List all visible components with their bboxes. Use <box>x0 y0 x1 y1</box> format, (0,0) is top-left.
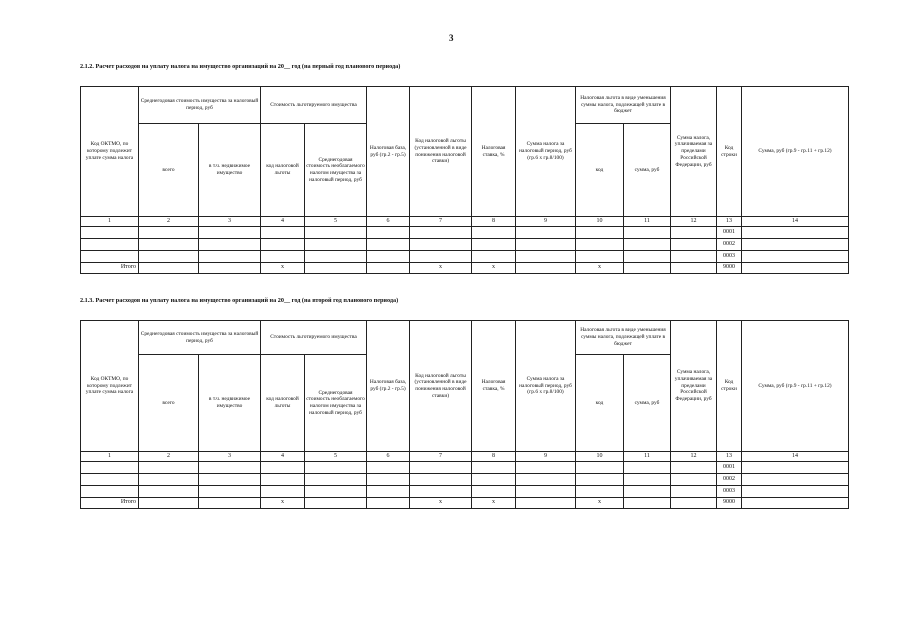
total-code: 9000 <box>717 498 742 509</box>
empty-cell[interactable] <box>199 227 261 239</box>
header-avg-total: всего <box>139 124 199 217</box>
x-mark: x <box>576 263 624 274</box>
empty-cell[interactable] <box>516 263 576 274</box>
empty-cell[interactable] <box>742 498 849 509</box>
column-number: 6 <box>367 217 410 227</box>
empty-cell[interactable] <box>367 474 410 486</box>
x-mark: x <box>261 498 305 509</box>
empty-cell[interactable] <box>81 486 139 498</box>
empty-cell[interactable] <box>472 227 516 239</box>
empty-cell[interactable] <box>367 486 410 498</box>
empty-cell[interactable] <box>199 474 261 486</box>
table-row <box>81 486 849 498</box>
empty-cell[interactable] <box>305 486 367 498</box>
empty-cell[interactable] <box>261 227 305 239</box>
empty-cell[interactable] <box>576 486 624 498</box>
empty-cell[interactable] <box>410 251 472 263</box>
empty-cell[interactable] <box>671 251 717 263</box>
empty-cell[interactable] <box>624 227 671 239</box>
empty-cell[interactable] <box>671 239 717 251</box>
empty-cell[interactable] <box>742 486 849 498</box>
header-benefit-avg: Среднегодовая стоимость необлагаемого налогом имущества за налоговый период, руб <box>305 355 367 452</box>
empty-cell[interactable] <box>624 498 671 509</box>
tax-table-second-year <box>80 320 849 509</box>
empty-cell[interactable] <box>261 474 305 486</box>
empty-cell[interactable] <box>367 462 410 474</box>
empty-cell[interactable] <box>742 474 849 486</box>
empty-cell[interactable] <box>139 474 199 486</box>
header-benefit-cost-group: Стоимость льготируемого имущества <box>261 321 367 355</box>
empty-cell[interactable] <box>261 486 305 498</box>
row-code: 0003 <box>717 251 742 263</box>
empty-cell[interactable] <box>576 462 624 474</box>
column-number: 3 <box>199 217 261 227</box>
x-mark: x <box>576 498 624 509</box>
row-code: 0002 <box>717 239 742 251</box>
column-number: 6 <box>367 452 410 462</box>
empty-cell[interactable] <box>671 474 717 486</box>
empty-cell[interactable] <box>139 263 199 274</box>
empty-cell[interactable] <box>742 462 849 474</box>
header-reduction-code: код <box>576 355 624 452</box>
column-number: 5 <box>305 217 367 227</box>
section-title-2-1-3: 2.1.3. Расчет расходов на уплату налога на имущество организаций на 20__ год (на второй год планового периода) <box>80 297 399 304</box>
column-number: 11 <box>624 217 671 227</box>
column-number: 10 <box>576 452 624 462</box>
header-tax-paid-abroad: Сумма налога, уплачиваемая за пределами Российской Федерации, руб <box>671 321 717 452</box>
empty-cell[interactable] <box>624 239 671 251</box>
empty-cell[interactable] <box>516 227 576 239</box>
header-avg-cost-group: Среднегодовая стоимость имущества за налоговый период, руб <box>139 321 261 355</box>
x-mark: x <box>472 498 516 509</box>
empty-cell[interactable] <box>367 227 410 239</box>
empty-cell[interactable] <box>305 227 367 239</box>
empty-cell[interactable] <box>624 462 671 474</box>
header-tax-sum: Сумма налога за налоговый период, руб (гр.6 x гр.8/100) <box>516 87 576 217</box>
header-reduction-code: код <box>576 124 624 217</box>
empty-cell[interactable] <box>199 239 261 251</box>
header-reduction-sum: сумма, руб <box>624 355 671 452</box>
header-tax-rate: Налоговая ставка, % <box>472 321 516 452</box>
empty-cell[interactable] <box>472 474 516 486</box>
empty-cell[interactable] <box>516 486 576 498</box>
column-number: 2 <box>139 217 199 227</box>
empty-cell[interactable] <box>576 239 624 251</box>
empty-cell[interactable] <box>410 462 472 474</box>
empty-cell[interactable] <box>139 462 199 474</box>
empty-cell[interactable] <box>516 498 576 509</box>
empty-cell[interactable] <box>305 462 367 474</box>
empty-cell[interactable] <box>81 251 139 263</box>
header-benefit-code-reduce: Код налоговой льготы (установленной в виде понижения налоговой ставки) <box>410 87 472 217</box>
empty-cell[interactable] <box>516 239 576 251</box>
tax-table-first-year <box>80 86 849 274</box>
empty-cell[interactable] <box>199 486 261 498</box>
column-number: 14 <box>742 217 849 227</box>
total-code: 9000 <box>717 263 742 274</box>
empty-cell[interactable] <box>472 462 516 474</box>
empty-cell[interactable] <box>742 263 849 274</box>
empty-cell[interactable] <box>742 251 849 263</box>
empty-cell[interactable] <box>305 498 367 509</box>
header-tax-paid-abroad: Сумма налога, уплачиваемая за пределами Российской Федерации, руб <box>671 87 717 217</box>
column-number: 3 <box>199 452 261 462</box>
empty-cell[interactable] <box>516 462 576 474</box>
header-benefit-avg: Среднегодовая стоимость необлагаемого налогом имущества за налоговый период, руб <box>305 124 367 217</box>
header-avg-cost-group: Среднегодовая стоимость имущества за налоговый период, руб <box>139 87 261 124</box>
empty-cell[interactable] <box>367 263 410 274</box>
empty-cell[interactable] <box>671 486 717 498</box>
header-avg-incl: в т.ч. недвижимое имущество <box>199 355 261 452</box>
column-number: 12 <box>671 217 717 227</box>
x-mark: x <box>410 498 472 509</box>
x-mark: x <box>410 263 472 274</box>
row-code: 0003 <box>717 486 742 498</box>
column-numbers-row <box>81 217 849 227</box>
table-row <box>81 462 849 474</box>
empty-cell[interactable] <box>305 474 367 486</box>
empty-cell[interactable] <box>624 263 671 274</box>
empty-cell[interactable] <box>624 474 671 486</box>
header-reduction-group: Налоговая льгота в виде уменьшения суммы налога, подлежащей уплате в бюджет <box>576 87 671 124</box>
empty-cell[interactable] <box>516 251 576 263</box>
empty-cell[interactable] <box>367 251 410 263</box>
table-row <box>81 227 849 239</box>
header-reduction-group: Налоговая льгота в виде уменьшения суммы налога, подлежащей уплате в бюджет <box>576 321 671 355</box>
header-row-top <box>81 87 849 124</box>
empty-cell[interactable] <box>81 474 139 486</box>
empty-cell[interactable] <box>516 474 576 486</box>
empty-cell[interactable] <box>742 227 849 239</box>
header-tax-base: Налоговая база, руб (гр.2 - гр.5) <box>367 321 410 452</box>
column-number: 8 <box>472 452 516 462</box>
column-number: 2 <box>139 452 199 462</box>
header-tax-sum: Сумма налога за налоговый период, руб (гр.6 x гр.8/100) <box>516 321 576 452</box>
column-number: 5 <box>305 452 367 462</box>
header-benefit-code-reduce: Код налоговой льготы (установленной в виде понижения налоговой ставки) <box>410 321 472 452</box>
empty-cell[interactable] <box>671 498 717 509</box>
header-tax-rate: Налоговая ставка, % <box>472 87 516 217</box>
header-avg-total: всего <box>139 355 199 452</box>
empty-cell[interactable] <box>199 263 261 274</box>
header-tax-base: Налоговая база, руб (гр.2 - гр.5) <box>367 87 410 217</box>
total-label: Итого <box>81 498 139 509</box>
row-code: 0001 <box>717 227 742 239</box>
empty-cell[interactable] <box>472 251 516 263</box>
empty-cell[interactable] <box>472 239 516 251</box>
header-oktmo: Код ОКТМО, по которому подлежит уплате сумма налога <box>81 321 139 452</box>
empty-cell[interactable] <box>305 251 367 263</box>
row-code: 0001 <box>717 462 742 474</box>
empty-cell[interactable] <box>671 227 717 239</box>
column-number: 1 <box>81 452 139 462</box>
total-label: Итого <box>81 263 139 274</box>
header-row-top <box>81 321 849 355</box>
empty-cell[interactable] <box>81 462 139 474</box>
row-code: 0002 <box>717 474 742 486</box>
empty-cell[interactable] <box>199 251 261 263</box>
empty-cell[interactable] <box>367 239 410 251</box>
empty-cell[interactable] <box>576 474 624 486</box>
empty-cell[interactable] <box>139 251 199 263</box>
empty-cell[interactable] <box>261 239 305 251</box>
empty-cell[interactable] <box>261 462 305 474</box>
header-amount: Сумма, руб (гр.9 - гр.11 + гр.12) <box>742 321 849 452</box>
column-number: 4 <box>261 217 305 227</box>
total-row <box>81 498 849 509</box>
header-line-code: Код строки <box>717 321 742 452</box>
empty-cell[interactable] <box>139 486 199 498</box>
column-number: 12 <box>671 452 717 462</box>
empty-cell[interactable] <box>199 498 261 509</box>
header-line-code: Код строки <box>717 87 742 217</box>
column-number: 7 <box>410 452 472 462</box>
empty-cell[interactable] <box>81 239 139 251</box>
empty-cell[interactable] <box>624 486 671 498</box>
empty-cell[interactable] <box>367 498 410 509</box>
table-row <box>81 239 849 251</box>
table-row <box>81 474 849 486</box>
column-number: 8 <box>472 217 516 227</box>
empty-cell[interactable] <box>81 227 139 239</box>
header-amount: Сумма, руб (гр.9 - гр.11 + гр.12) <box>742 87 849 217</box>
empty-cell[interactable] <box>305 263 367 274</box>
header-avg-incl: в т.ч. недвижимое имущество <box>199 124 261 217</box>
header-benefit-code: код налоговой льготы <box>261 124 305 217</box>
empty-cell[interactable] <box>624 251 671 263</box>
header-benefit-cost-group: Стоимость льготируемого имущества <box>261 87 367 124</box>
empty-cell[interactable] <box>410 227 472 239</box>
total-row <box>81 263 849 274</box>
header-reduction-sum: сумма, руб <box>624 124 671 217</box>
empty-cell[interactable] <box>410 474 472 486</box>
page-number: 3 <box>449 33 454 43</box>
header-benefit-code: код налоговой льготы <box>261 355 305 452</box>
column-number: 10 <box>576 217 624 227</box>
column-number: 11 <box>624 452 671 462</box>
empty-cell[interactable] <box>261 251 305 263</box>
empty-cell[interactable] <box>139 227 199 239</box>
column-number: 7 <box>410 217 472 227</box>
header-oktmo: Код ОКТМО, по которому подлежит уплате сумма налога <box>81 87 139 217</box>
x-mark: x <box>261 263 305 274</box>
empty-cell[interactable] <box>410 486 472 498</box>
empty-cell[interactable] <box>410 239 472 251</box>
section-title-2-1-2: 2.1.2. Расчет расходов на уплату налога на имущество организаций на 20__ год (на первый год планового периода) <box>80 63 401 70</box>
empty-cell[interactable] <box>199 462 261 474</box>
empty-cell[interactable] <box>576 227 624 239</box>
column-number: 13 <box>717 217 742 227</box>
column-number: 1 <box>81 217 139 227</box>
column-number: 14 <box>742 452 849 462</box>
empty-cell[interactable] <box>742 239 849 251</box>
column-number: 9 <box>516 452 576 462</box>
empty-cell[interactable] <box>472 486 516 498</box>
empty-cell[interactable] <box>139 239 199 251</box>
column-numbers-row <box>81 452 849 462</box>
column-number: 9 <box>516 217 576 227</box>
x-mark: x <box>472 263 516 274</box>
empty-cell[interactable] <box>671 263 717 274</box>
table-row <box>81 251 849 263</box>
empty-cell[interactable] <box>139 498 199 509</box>
empty-cell[interactable] <box>305 239 367 251</box>
empty-cell[interactable] <box>576 251 624 263</box>
column-number: 4 <box>261 452 305 462</box>
column-number: 13 <box>717 452 742 462</box>
empty-cell[interactable] <box>671 462 717 474</box>
